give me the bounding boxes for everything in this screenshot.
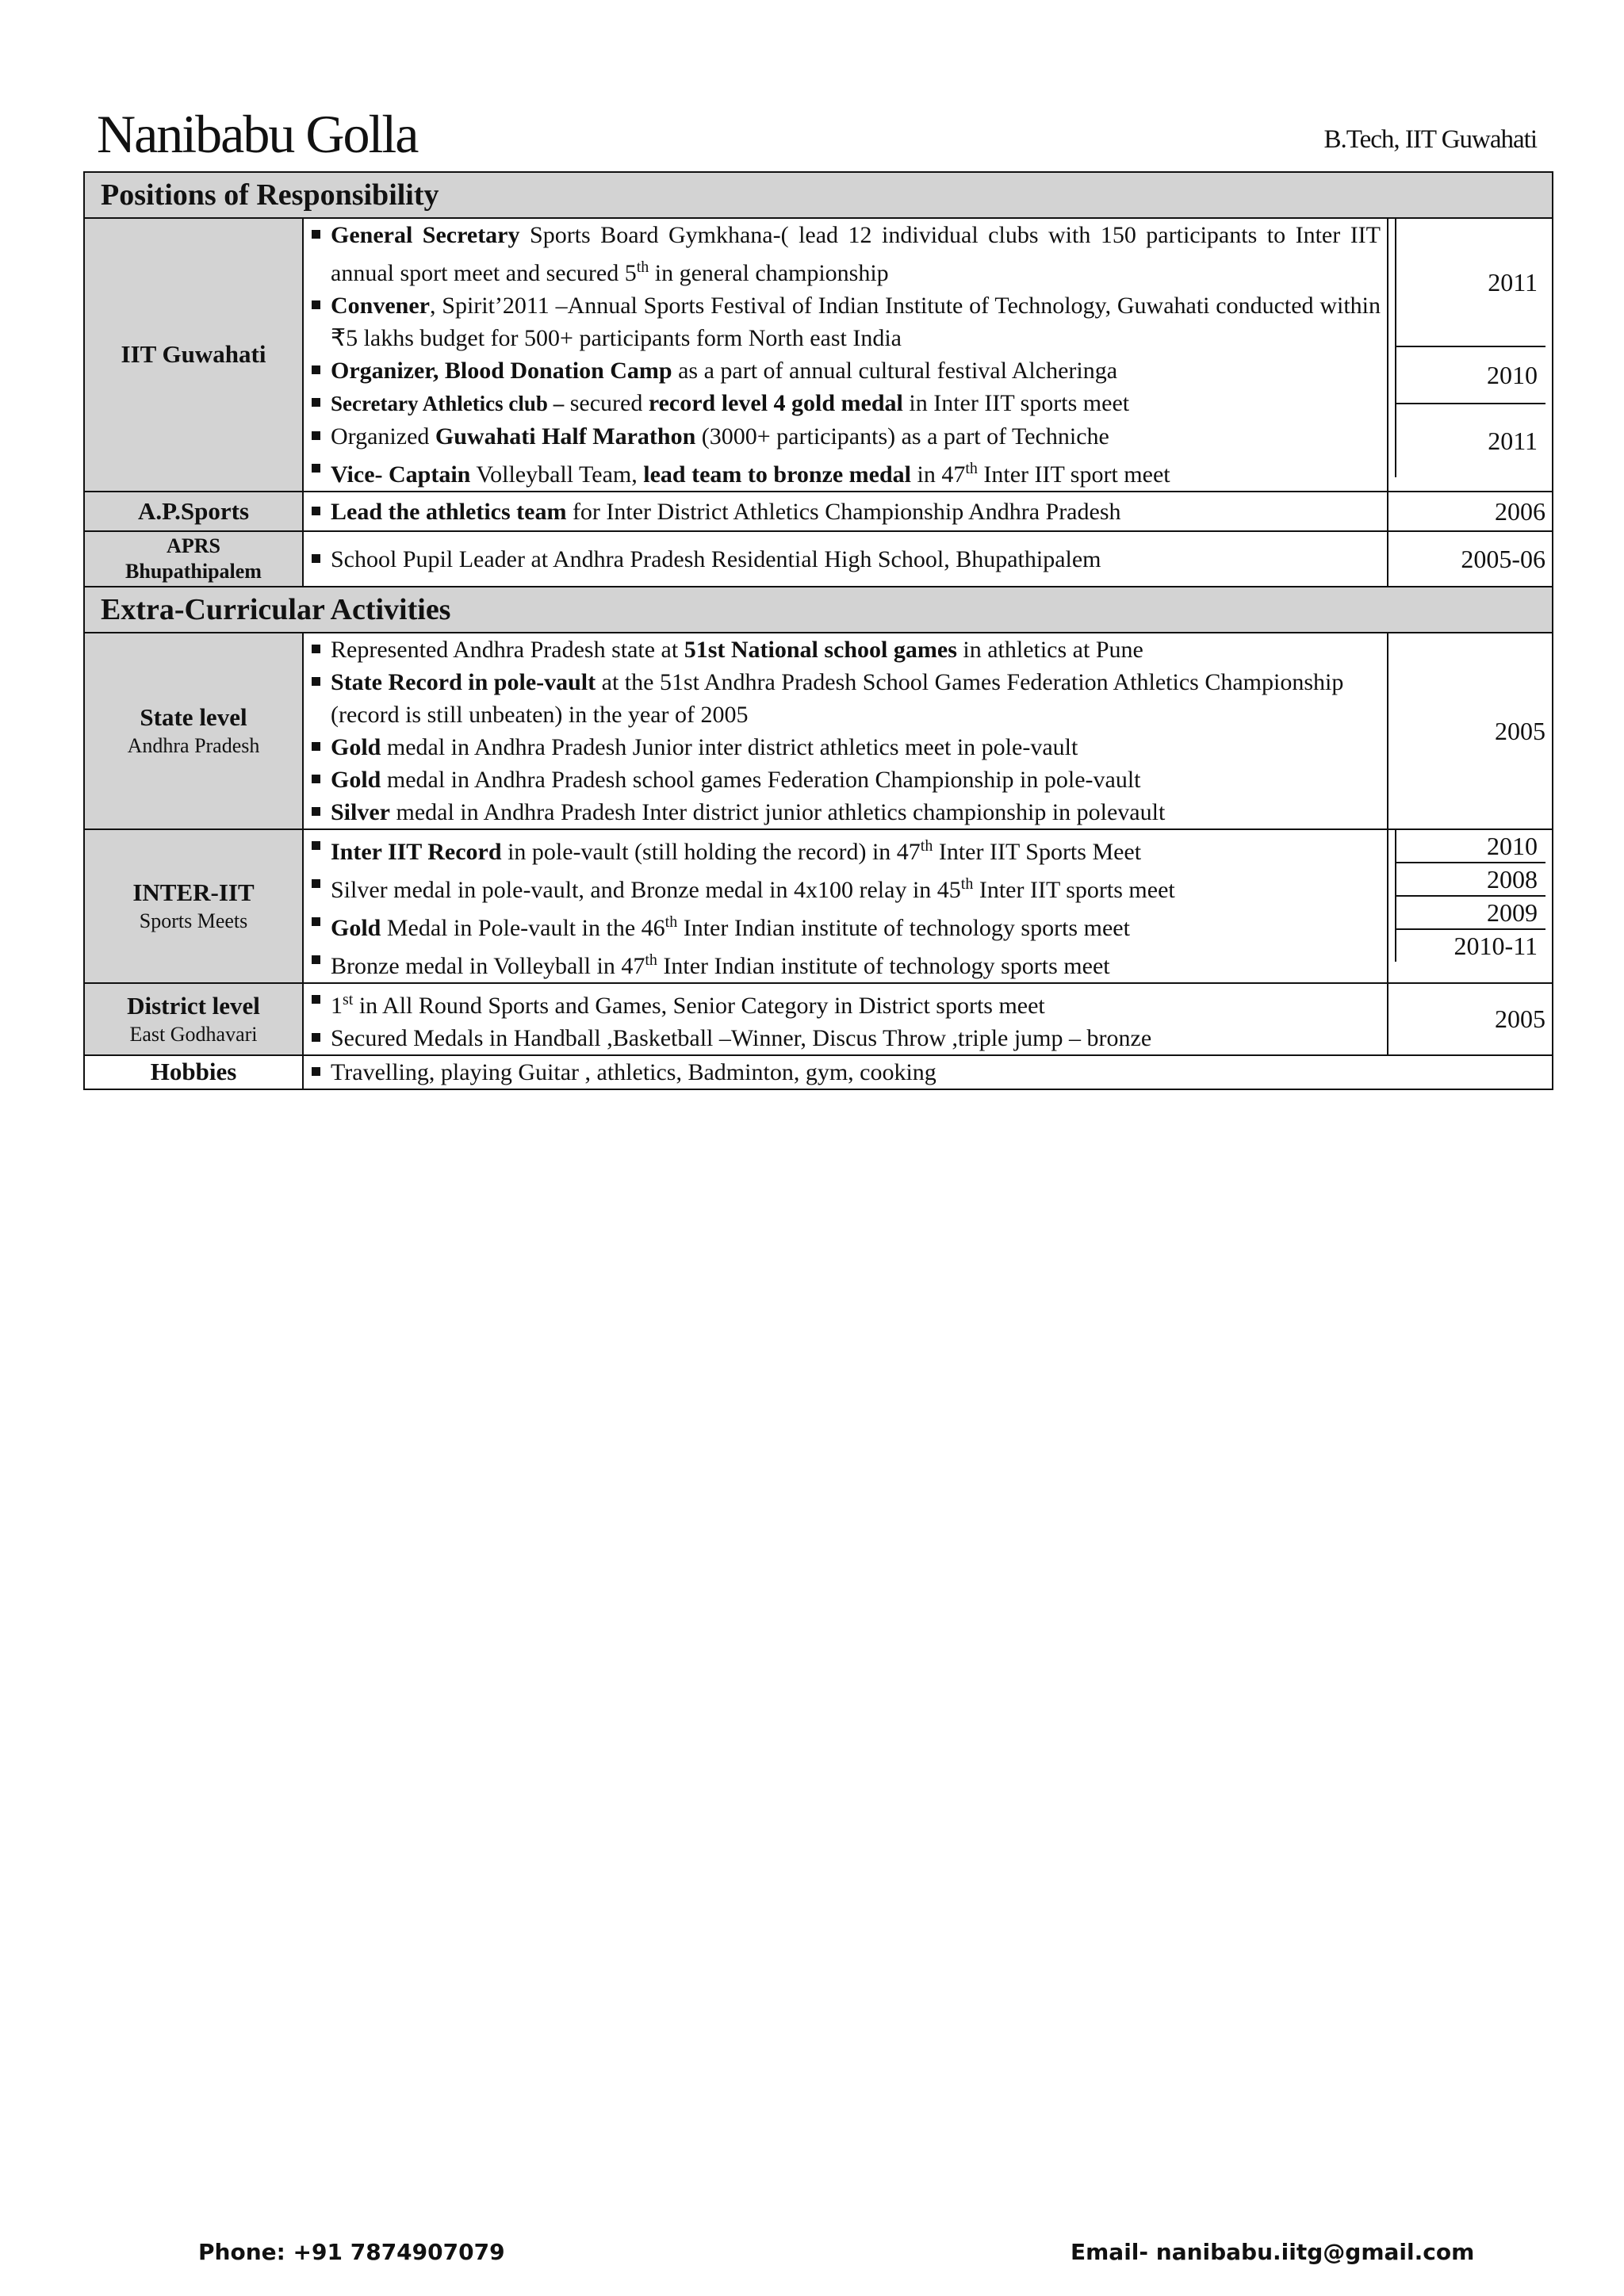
list-item: General Secretary Sports Board Gymkhana-( lead 12 individual clubs with 150 participants to Inter IIT annual sport meet and secured 5th in general championship [310,219,1381,289]
description-cell [303,1055,1553,1089]
description-cell [303,531,1388,587]
category-sub: Sports Meets [139,909,248,933]
list-item: Gold medal in Andhra Pradesh school games Federation Championship in pole-vault [310,763,1381,796]
description-cell [303,218,1388,492]
row-hobbies [84,1055,1553,1089]
email: Email- nanibabu.iitg@gmail.com [1071,2239,1475,2265]
category-district-level [84,983,303,1055]
category-label: State level [140,703,247,732]
description-cell [303,492,1388,531]
section-header-positions [84,172,1553,218]
list-item: Gold Medal in Pole-vault in the 46th Inter Indian institute of technology sports meet [310,906,1381,944]
list-item: Gold medal in Andhra Pradesh Junior inter district athletics meet in pole-vault [310,731,1381,763]
year: 2008 [1395,863,1545,897]
year: 2009 [1395,897,1545,930]
category-label: A.P.Sports [137,496,250,525]
description-cell [303,829,1388,983]
degree: B.Tech, IIT Guwahati [1323,125,1537,154]
description-cell [303,983,1388,1055]
year-cell [1388,218,1553,492]
list-item: Vice- Captain Volleyball Team, lead team to bronze medal in 47th Inter IIT sport meet [310,453,1381,491]
year-cell [1388,829,1553,983]
category-inter-iit [84,829,303,983]
list-item: Organizer, Blood Donation Camp as a part of annual cultural festival Alcheringa [310,354,1381,387]
list-item: Silver medal in pole-vault, and Bronze medal in 4x100 relay in 45th Inter IIT sports meet [310,868,1381,906]
year: 2005 [1388,983,1553,1055]
category-label: APRS [167,534,220,557]
list-item: State Record in pole-vault at the 51st Andhra Pradesh School Games Federation Athletics Championship (record is still unbeaten) in the year of 2005 [310,666,1381,731]
list-item: Secretary Athletics club – secured record level 4 gold medal in Inter IIT sports meet [310,387,1381,420]
section-header-extra [84,587,1553,633]
category-hobbies [84,1055,303,1089]
list-item: Lead the athletics team for Inter District Athletics Championship Andhra Pradesh [310,496,1381,528]
row-ap-sports [84,492,1553,531]
list-item: Secured Medals in Handball ,Basketball –Winner, Discus Throw ,triple jump – bronze [310,1022,1381,1054]
phone: Phone: +91 7874907079 [198,2239,505,2265]
list-item: School Pupil Leader at Andhra Pradesh Residential High School, Bhupathipalem [310,543,1381,576]
list-item: Represented Andhra Pradesh state at 51st National school games in athletics at Pune [310,633,1381,666]
year: 2010 [1395,347,1545,404]
row-iit-guwahati [84,218,1553,492]
category-sub: East Godhavari [129,1022,258,1046]
list-item: Travelling, playing Guitar , athletics, Badminton, gym, cooking [310,1056,1545,1089]
list-item: 1st in All Round Sports and Games, Senior Category in District sports meet [310,984,1381,1022]
resume-table [83,171,1553,1090]
year: 2010-11 [1395,930,1545,962]
candidate-name: Nanibabu Golla [97,104,418,164]
year: 2011 [1395,404,1545,477]
list-item: Bronze medal in Volleyball in 47th Inter Indian institute of technology sports meet [310,944,1381,982]
category-iit-guwahati [84,218,303,492]
year: 2005 [1388,633,1553,829]
list-item: Organized Guwahati Half Marathon (3000+ participants) as a part of Techniche [310,420,1381,453]
category-state-level [84,633,303,829]
list-item: Inter IIT Record in pole-vault (still holding the record) in 47th Inter IIT Sports Meet [310,830,1381,868]
category-ap-sports [84,492,303,531]
year: 2011 [1395,219,1545,347]
year: 2006 [1388,492,1553,531]
list-item: Silver medal in Andhra Pradesh Inter district junior athletics championship in polevault [310,796,1381,828]
row-district-level [84,983,1553,1055]
row-inter-iit [84,829,1553,983]
category-label: INTER-IIT [132,878,255,907]
category-label: Hobbies [150,1058,237,1086]
category-sub: Bhupathipalem [125,560,262,583]
section-title: Extra-Curricular Activities [84,587,1553,633]
row-aprs [84,531,1553,587]
year: 2005-06 [1388,531,1553,587]
category-label: IIT Guwahati [121,340,266,369]
category-sub: Andhra Pradesh [127,734,260,758]
row-state-level [84,633,1553,829]
category-aprs [84,531,303,587]
list-item: Convener, Spirit’2011 –Annual Sports Festival of Indian Institute of Technology, Guwahati conducted within ₹5 lakhs budget for 500+ participants form North east India [310,289,1381,354]
year: 2010 [1395,830,1545,863]
section-title: Positions of Responsibility [84,172,1553,218]
category-label: District level [127,991,260,1020]
description-cell [303,633,1388,829]
